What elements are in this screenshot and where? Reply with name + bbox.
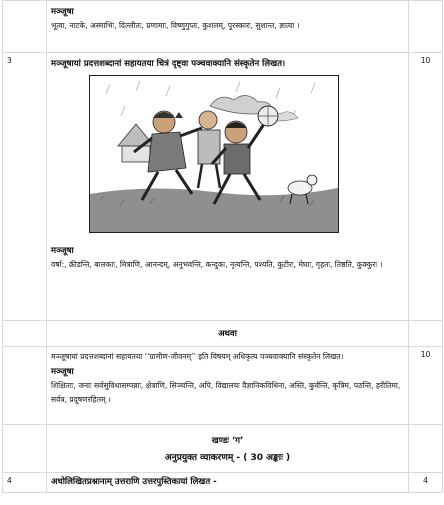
question-number: 4	[3, 473, 47, 493]
marks-value: 4	[409, 473, 443, 493]
table-row	[3, 321, 443, 347]
manjusha-heading: मञ्जूषा	[51, 7, 74, 17]
number-cell	[3, 425, 47, 473]
section-heading: खण्डः ‘ग’	[211, 435, 244, 446]
question-instruction: अधोलिखितप्रश्नानाम् उत्तराणि उत्तरपुस्तिकायां लिखत -	[51, 477, 217, 487]
children-playing-drawing	[90, 76, 338, 232]
marks-value: 10	[409, 347, 443, 425]
table-row	[3, 425, 443, 473]
content-cell	[47, 347, 409, 425]
content-cell	[47, 1, 409, 53]
marks-cell	[409, 321, 443, 347]
content-cell	[47, 473, 409, 493]
or-label: अथवा	[47, 321, 409, 347]
question-number: 3	[3, 53, 47, 321]
manjusha-words: भूत्वा, नाटके, अस्माभिः, दिल्लीतः, प्रणामाः, विष्णुगुप्तः, कुशलम्, पुरस्कारः, सुशान्त, ज्ञात्वा ।	[51, 21, 300, 30]
manjusha-heading: मञ्जूषा	[51, 246, 74, 256]
table-row	[3, 53, 443, 321]
section-title: अनुप्रयुक्त व्याकरणम् - ( 30 अङ्काः )	[164, 452, 291, 463]
content-cell	[47, 53, 409, 321]
marks-cell	[409, 1, 443, 53]
table-row	[3, 1, 443, 53]
number-cell	[3, 1, 47, 53]
manjusha-words: वर्षा:, क्रीडन्ति, बालकाः, मित्राणि, आनन्दम्, अनुभवन्ति, कन्दुकः, नृत्यन्ति, पश्यति, कुटीरः, मेघाः, गृहतः, तिष्ठति, कुक्कुरः ।	[51, 260, 383, 269]
manjusha-words: शिक्षिताः, जनाः सर्वसुविधासम्पन्नाः, क्षेत्राणि, सिञ्चन्ति, अपि, विद्यालयः वैज्ञानिकविधिना, अस्ति, कुर्वन्ति, कृत्रिम, पठन्ति, हरीतिमा, सर्वत्र, प्रदूषणरहितम् ।	[51, 381, 401, 404]
question-instruction: मञ्जूषायां प्रदत्तशब्दानां सहायतया ‘‘ग्रामीण-जीवनम्’’ इति विषयम् अधिकृत्य पञ्चवाक्यानि संस्कृतेन लिखत।	[51, 352, 344, 361]
number-cell	[3, 321, 47, 347]
children-playing-illustration	[89, 75, 339, 233]
marks-cell	[409, 425, 443, 473]
number-cell	[3, 347, 47, 425]
table-row	[3, 347, 443, 425]
content-cell	[47, 425, 409, 473]
question-instruction: मञ्जूषायां प्रदत्तशब्दानां सहायतया चित्रं दृष्ट्वा पञ्चवाक्यानि संस्कृतेन लिखत।	[51, 59, 286, 69]
table-row	[3, 473, 443, 493]
marks-value: 10	[409, 53, 443, 321]
manjusha-heading: मञ्जूषा	[51, 367, 74, 377]
question-table	[2, 0, 443, 493]
